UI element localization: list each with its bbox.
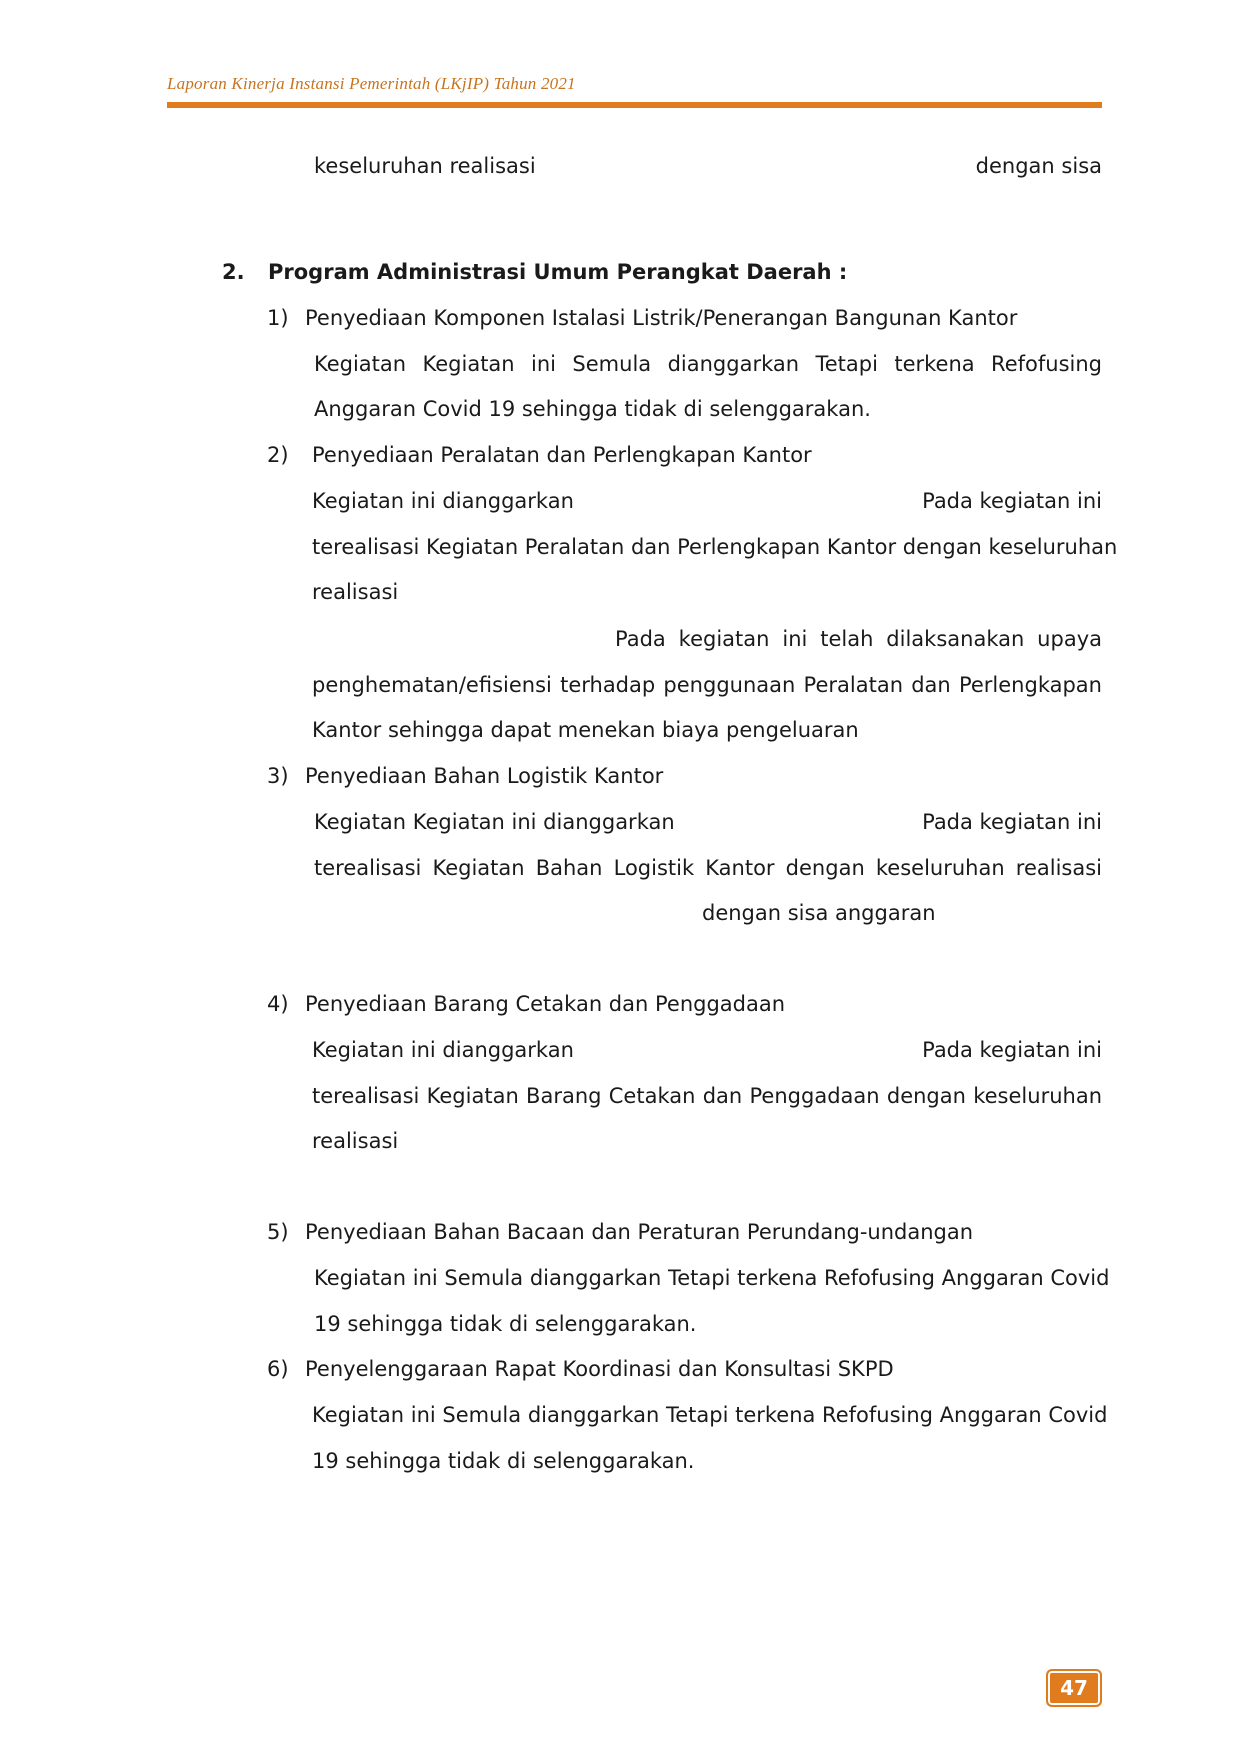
- item-title: Penyelenggaraan Rapat Koordinasi dan Konsultasi SKPD: [305, 1357, 894, 1381]
- body-line: Kegiatan Kegiatan ini Semula dianggarkan Tetapi terkena Refofusing: [314, 352, 1102, 376]
- body-line: 19 sehingga tidak di selenggarakan.: [312, 1449, 695, 1473]
- item-number: 2): [267, 443, 289, 467]
- body-line: dengan sisa anggaran: [702, 901, 936, 925]
- body-line: Pada kegiatan ini: [922, 810, 1102, 834]
- body-line: terealisasi Kegiatan Bahan Logistik Kantor dengan keseluruhan realisasi: [314, 856, 1102, 880]
- body-line: Kantor sehingga dapat menekan biaya pengeluaran: [312, 718, 859, 742]
- body-line: Kegiatan ini dianggarkan: [312, 489, 574, 513]
- item-number: 6): [267, 1357, 289, 1381]
- body-line: realisasi: [312, 580, 399, 604]
- section-title: Program Administrasi Umum Perangkat Daerah :: [268, 260, 848, 284]
- item-title: Penyediaan Komponen Istalasi Listrik/Penerangan Bangunan Kantor: [305, 306, 1018, 330]
- item-number: 4): [267, 992, 289, 1016]
- body-line: Pada kegiatan ini: [922, 1038, 1102, 1062]
- body-line: Kegiatan ini Semula dianggarkan Tetapi terkena Refofusing Anggaran Covid: [314, 1266, 1110, 1290]
- body-line: Anggaran Covid 19 sehingga tidak di selenggarakan.: [314, 397, 871, 421]
- body-line: Kegiatan Kegiatan ini dianggarkan: [314, 810, 675, 834]
- item-number: 1): [267, 306, 289, 330]
- item-number: 3): [267, 764, 289, 788]
- page-number-badge: [1046, 1669, 1102, 1707]
- header-rule: [167, 102, 1102, 108]
- item-title: Penyediaan Peralatan dan Perlengkapan Kantor: [312, 443, 812, 467]
- item-title: Penyediaan Bahan Bacaan dan Peraturan Perundang-undangan: [305, 1220, 974, 1244]
- running-header: Laporan Kinerja Instansi Pemerintah (LKjIP) Tahun 2021: [167, 74, 576, 93]
- item-number: 5): [267, 1220, 289, 1244]
- item-title: Penyediaan Barang Cetakan dan Penggadaan: [305, 992, 786, 1016]
- page-number: 47: [1060, 1676, 1088, 1700]
- item-title: Penyediaan Bahan Logistik Kantor: [305, 764, 664, 788]
- body-line: Pada kegiatan ini: [922, 489, 1102, 513]
- body-line: realisasi: [312, 1129, 399, 1153]
- body-line: keseluruhan realisasi: [314, 154, 536, 178]
- body-line: Kegiatan ini dianggarkan: [312, 1038, 574, 1062]
- body-line: dengan sisa: [975, 154, 1102, 178]
- body-line: terealisasi Kegiatan Peralatan dan Perlengkapan Kantor dengan keseluruhan: [312, 535, 1118, 559]
- body-line: 19 sehingga tidak di selenggarakan.: [314, 1312, 697, 1336]
- body-line: Kegiatan ini Semula dianggarkan Tetapi terkena Refofusing Anggaran Covid: [312, 1403, 1108, 1427]
- body-line: Pada kegiatan ini telah dilaksanakan upaya: [615, 627, 1102, 651]
- body-line: penghematan/efisiensi terhadap penggunaan Peralatan dan Perlengkapan: [312, 673, 1102, 697]
- body-line: terealisasi Kegiatan Barang Cetakan dan Penggadaan dengan keseluruhan: [312, 1084, 1102, 1108]
- section-number: 2.: [222, 260, 245, 284]
